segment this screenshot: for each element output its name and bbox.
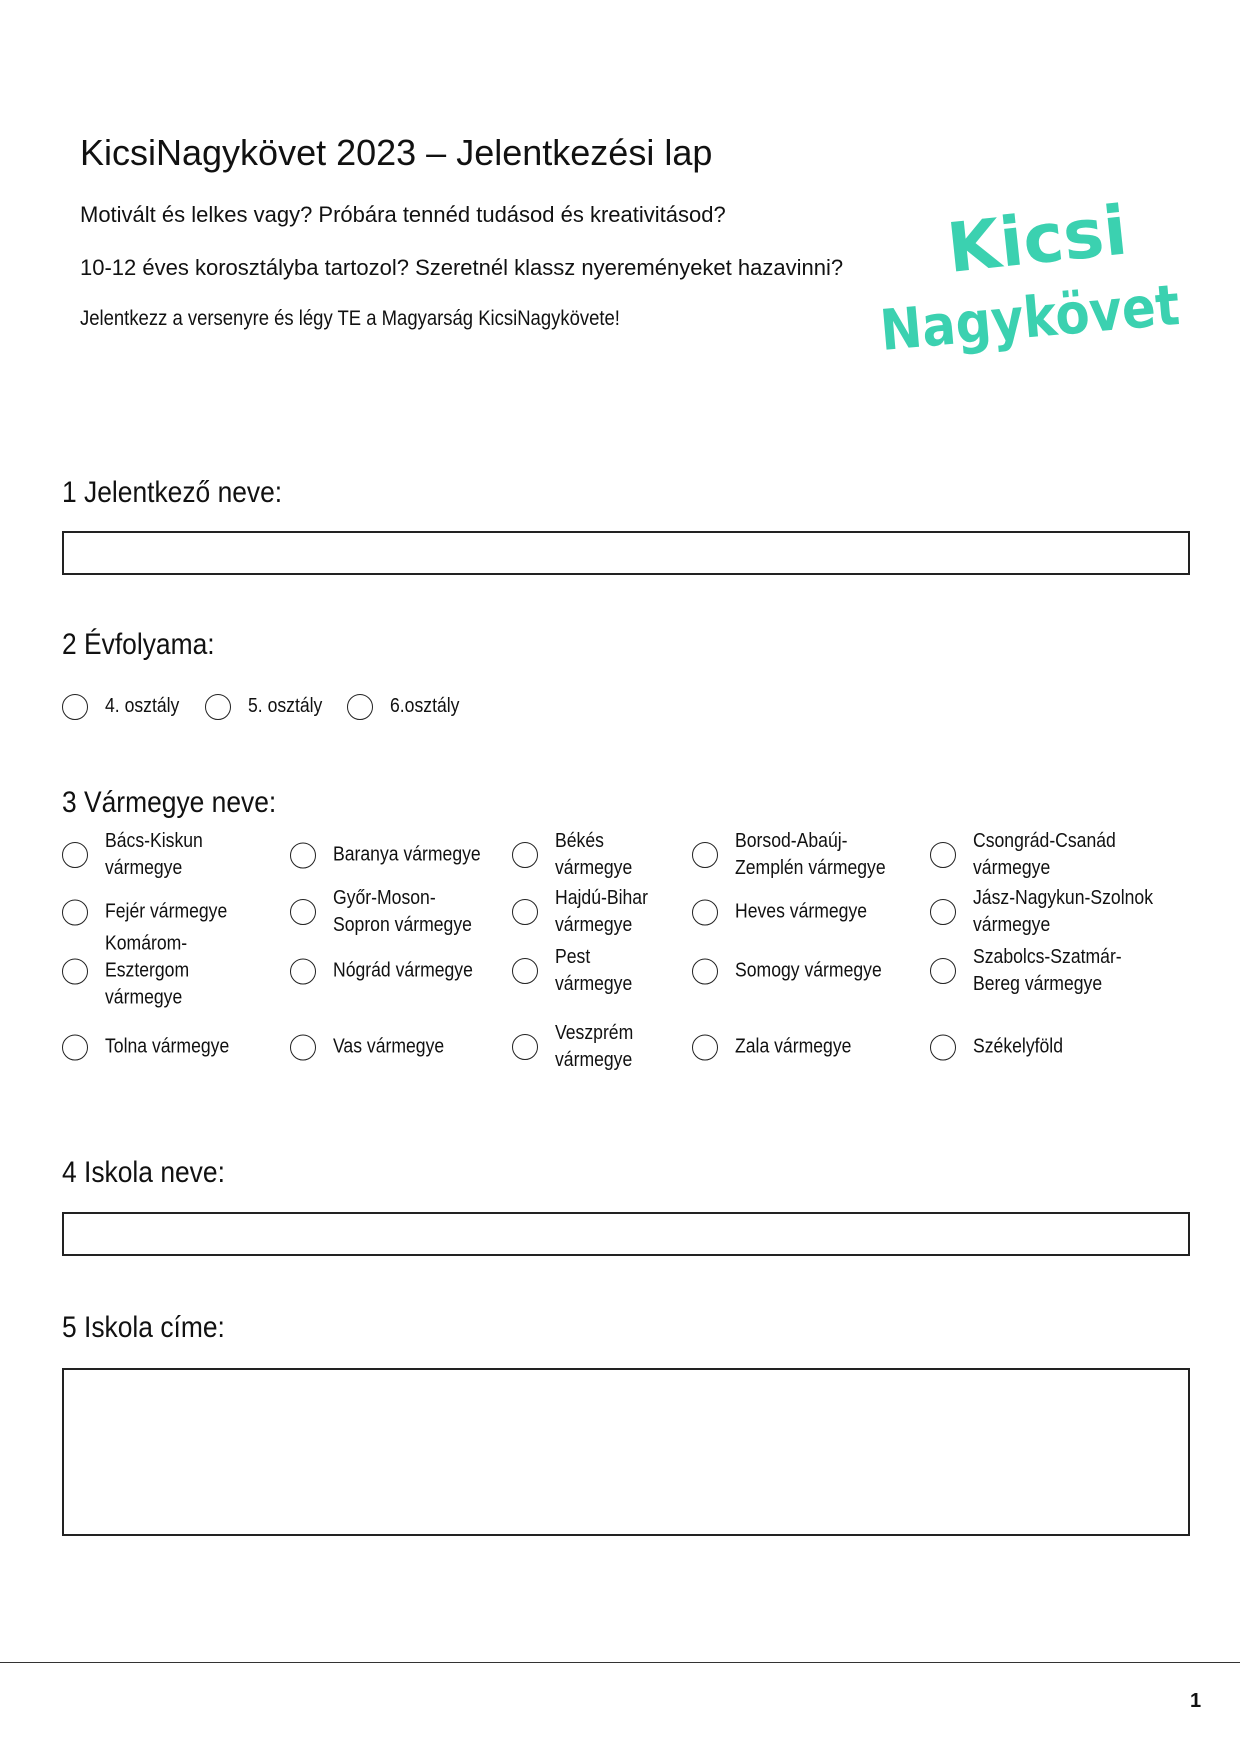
county-option[interactable] xyxy=(930,885,1178,939)
county-label: Bács-Kiskun vármegye xyxy=(105,830,203,879)
grade-label: 5. osztály xyxy=(248,695,323,717)
page-title: KicsiNagykövet 2023 – Jelentkezési lap xyxy=(80,132,713,173)
county-option[interactable] xyxy=(930,944,1142,998)
county-label: Tolna vármegye xyxy=(105,1035,230,1058)
county-label: Heves vármegye xyxy=(735,900,868,923)
county-label: Nógrád vármegye xyxy=(333,959,473,982)
radio-button[interactable] xyxy=(290,958,316,984)
radio-button[interactable] xyxy=(692,899,718,925)
county-option[interactable] xyxy=(512,1020,644,1074)
radio-button[interactable] xyxy=(290,899,316,925)
county-option[interactable] xyxy=(930,1034,1075,1061)
county-option[interactable] xyxy=(290,885,491,939)
radio-button[interactable] xyxy=(512,899,538,925)
county-option[interactable] xyxy=(692,1034,867,1061)
county-option[interactable] xyxy=(692,958,902,985)
question-5-label: 5 Iskola címe: xyxy=(62,1311,225,1344)
county-label: Szabolcs-Szatmár- Bereg vármegye xyxy=(973,946,1122,995)
radio-button[interactable] xyxy=(347,694,373,720)
county-label: Jász-Nagykun-Szolnok vármegye xyxy=(973,887,1153,936)
radio-button[interactable] xyxy=(930,899,956,925)
school-address-field[interactable] xyxy=(62,1368,1190,1536)
county-label: Somogy vármegye xyxy=(735,959,882,982)
question-1-label: 1 Jelentkező neve: xyxy=(62,476,283,509)
county-option[interactable] xyxy=(290,1034,459,1061)
intro-line-2: 10-12 éves korosztályba tartozol? Szeretnél klassz nyereményeket hazavinni? xyxy=(80,255,844,280)
radio-button[interactable] xyxy=(692,958,718,984)
radio-button[interactable] xyxy=(930,958,956,984)
county-option[interactable] xyxy=(512,944,643,998)
question-4-label: 4 Iskola neve: xyxy=(62,1156,225,1189)
radio-button[interactable] xyxy=(692,842,718,868)
county-label: Csongrád-Csanád vármegye xyxy=(973,830,1116,879)
county-label: Borsod-Abaúj- Zemplén vármegye xyxy=(735,830,886,879)
county-label: Vas vármegye xyxy=(333,1035,445,1058)
logo-text-top: Kicsi xyxy=(943,200,1131,289)
radio-button[interactable] xyxy=(290,842,316,868)
radio-button[interactable] xyxy=(62,1034,88,1060)
county-option[interactable] xyxy=(512,828,643,882)
county-label: Veszprém vármegye xyxy=(555,1022,634,1071)
page-number: 1 xyxy=(1190,1690,1202,1712)
question-2-label: 2 Évfolyama: xyxy=(62,628,215,661)
radio-button[interactable] xyxy=(62,694,88,720)
kicsinagykovet-logo xyxy=(880,200,1190,370)
county-label: Hajdú-Bihar vármegye xyxy=(555,887,648,936)
county-label: Baranya vármegye xyxy=(333,843,481,866)
county-option[interactable] xyxy=(290,958,492,985)
school-name-field[interactable] xyxy=(62,1212,1190,1256)
county-option[interactable] xyxy=(692,828,906,882)
grade-label: 6.osztály xyxy=(390,695,460,717)
county-option[interactable] xyxy=(930,828,1135,882)
radio-button[interactable] xyxy=(512,842,538,868)
radio-button[interactable] xyxy=(930,842,956,868)
applicant-name-field[interactable] xyxy=(62,531,1190,575)
county-label: Győr-Moson- Sopron vármegye xyxy=(333,887,472,936)
county-option[interactable] xyxy=(290,842,501,869)
grade-option[interactable] xyxy=(205,693,332,720)
intro-line-3: Jelentkezz a versenyre és légy TE a Magyarság KicsiNagykövete! xyxy=(80,307,620,330)
county-option[interactable] xyxy=(692,899,885,926)
grade-label: 4. osztály xyxy=(105,695,180,717)
county-label: Zala vármegye xyxy=(735,1035,852,1058)
footer-divider xyxy=(0,1662,1240,1663)
radio-button[interactable] xyxy=(62,958,88,984)
radio-button[interactable] xyxy=(512,958,538,984)
question-3-label: 3 Vármegye neve: xyxy=(62,786,277,819)
radio-button[interactable] xyxy=(512,1034,538,1060)
county-option[interactable] xyxy=(62,899,244,926)
county-label: Békés vármegye xyxy=(555,830,633,879)
county-option[interactable] xyxy=(62,1034,246,1061)
logo-text-bottom: Nagykövet xyxy=(880,269,1190,364)
county-label: Komárom- Esztergom vármegye xyxy=(105,932,190,1009)
county-label: Pest vármegye xyxy=(555,946,633,995)
county-option[interactable] xyxy=(62,931,201,1012)
radio-button[interactable] xyxy=(62,899,88,925)
grade-option[interactable] xyxy=(62,693,189,720)
radio-button[interactable] xyxy=(930,1034,956,1060)
radio-button[interactable] xyxy=(205,694,231,720)
county-option[interactable] xyxy=(62,828,216,882)
radio-button[interactable] xyxy=(62,842,88,868)
radio-button[interactable] xyxy=(290,1034,316,1060)
radio-button[interactable] xyxy=(692,1034,718,1060)
grade-option[interactable] xyxy=(347,693,469,720)
county-option[interactable] xyxy=(512,885,661,939)
county-label: Fejér vármegye xyxy=(105,900,228,923)
county-label: Székelyföld xyxy=(973,1035,1064,1058)
intro-line-1: Motivált és lelkes vagy? Próbára tennéd tudásod és kreativitásod? xyxy=(80,202,726,227)
